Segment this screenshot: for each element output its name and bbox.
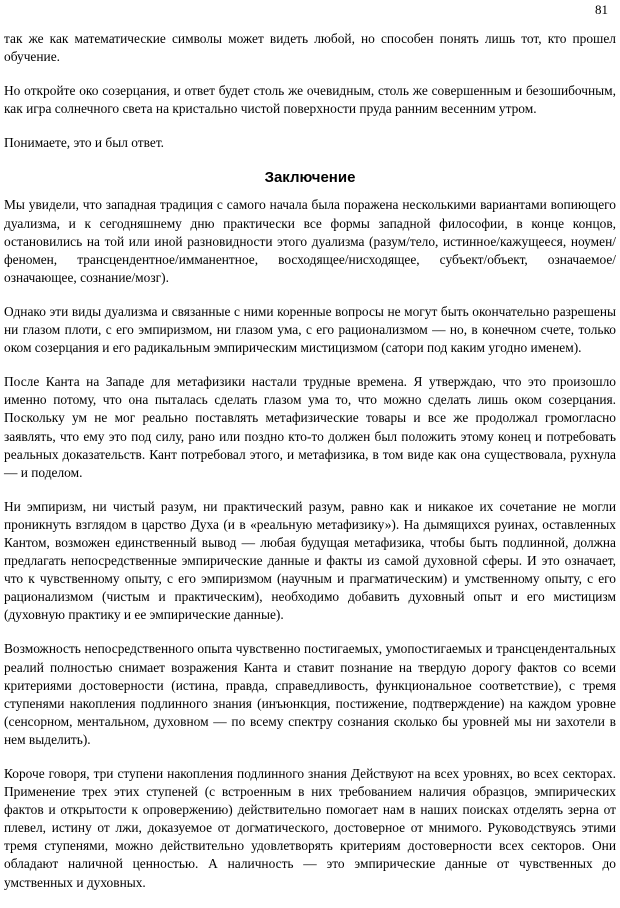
paragraph: Однако эти виды дуализма и связанные с ними коренные вопросы не могут быть окончательно разрешены ни глазом плоти, с его эмпиризмом, ни глазом ума, с его рационализмом — но, в конечном счете, только оком созерцания и его радикальным эмпирическим мистицизмом (сатори под каким угодно именем). — [4, 303, 616, 356]
page-content — [4, 30, 616, 908]
page-number: 81 — [595, 2, 608, 17]
paragraph: Понимаете, это и был ответ. — [4, 135, 165, 151]
paragraph: Ни эмпиризм, ни чистый разум, ни практический разум, равно как и никакое их сочетание не могли проникнуть взглядом в царство Духа (и в «реальную метафизику»). На дымящихся руинах, оставленных Кантом, возможен единственный вывод — любая будущая метафизика, чтобы быть подлинной, должна предлагать непосредственные эмпирические данные и факты из самой духовной сферы. И это означает, что к чувственному опыту, с его эмпиризмом (научным и прагматическим) и умственному опыту, с его рационализмом (чистым и практическим), необходимо добавить духовный опыт и его мистицизм (духовную практику и ее эмпирические данные). — [4, 498, 616, 623]
paragraph: Но откройте око созерцания, и ответ будет столь же очевидным, столь же совершенным и безошибочным, как игра солнечного света на кристально чистой поверхности пруда ранним весенним утром. — [4, 83, 616, 117]
paragraph: Мы увидели, что западная традиция с самого начала была поражена несколькими вариантами вопиющего дуализма, и к сегодняшнему дню практически все формы западной философии, в конце концов, остановились на той или иной разновидности этого дуализма (разум/тело, истинное/кажущееся, ноумен/феномен, трансцендентное/имманентное, восходящее/нисходящее, субъект/объект, означаемое/означающее, сознание/мозг). — [4, 197, 616, 285]
paragraph: Короче говоря, три ступени накопления подлинного знания Действуют на всех уровнях, во всех секторах. Применение трех этих ступеней (с встроенным в них требованием наличия образцов, эмпирических фактов и открытости к опровержению) действительно помогает нам в наших поисках отделять зерна от плевел, истину от лжи, доказуемое от догматического, достоверное от мнимого. Руководствуясь этими тремя ступенями, можно действительно удовлетворять критериям достоверности всех секторов. Они обладают наличной ценностью. А наличность — это эмпирические данные от чувственных до умственных и духовных. — [4, 766, 616, 890]
paragraph: После Канта на Западе для метафизики настали трудные времена. Я утверждаю, что это произошло именно потому, что она пыталась сделать глазом ума то, что можно сделать лишь оком созерцания. Поскольку ум не мог реально поставлять метафизические товары и все же продолжал громогласно заявлять, что ему это под силу, рано или поздно кто-то должен был положить этому конец и потребовать реальных доказательств. Кант потребовал этого, и метафизика, в том виде как она существовала, рухнула — и поделом. — [4, 374, 616, 480]
paragraph: Возможность непосредственного опыта чувственно постигаемых, умопостигаемых и трансцендентальных реалий полностью снимает возражения Канта и ставит познание на твердую дорогу фактов со всеми критериями достоверности (истина, правда, справедливость, функциональное соответствие), с тремя ступенями накопления подлинного знания (инъюнкция, постижение, подтверждение) на каждом уровне (сенсорном, ментальном, духовном — по всему спектру сознания сколько бы уровней мы ни захотели в нем выделить). — [4, 641, 616, 747]
section-heading: Заключение — [264, 169, 356, 187]
paragraph: так же как математические символы может видеть любой, но способен понять лишь тот, кто прошел обучение. — [4, 31, 616, 65]
